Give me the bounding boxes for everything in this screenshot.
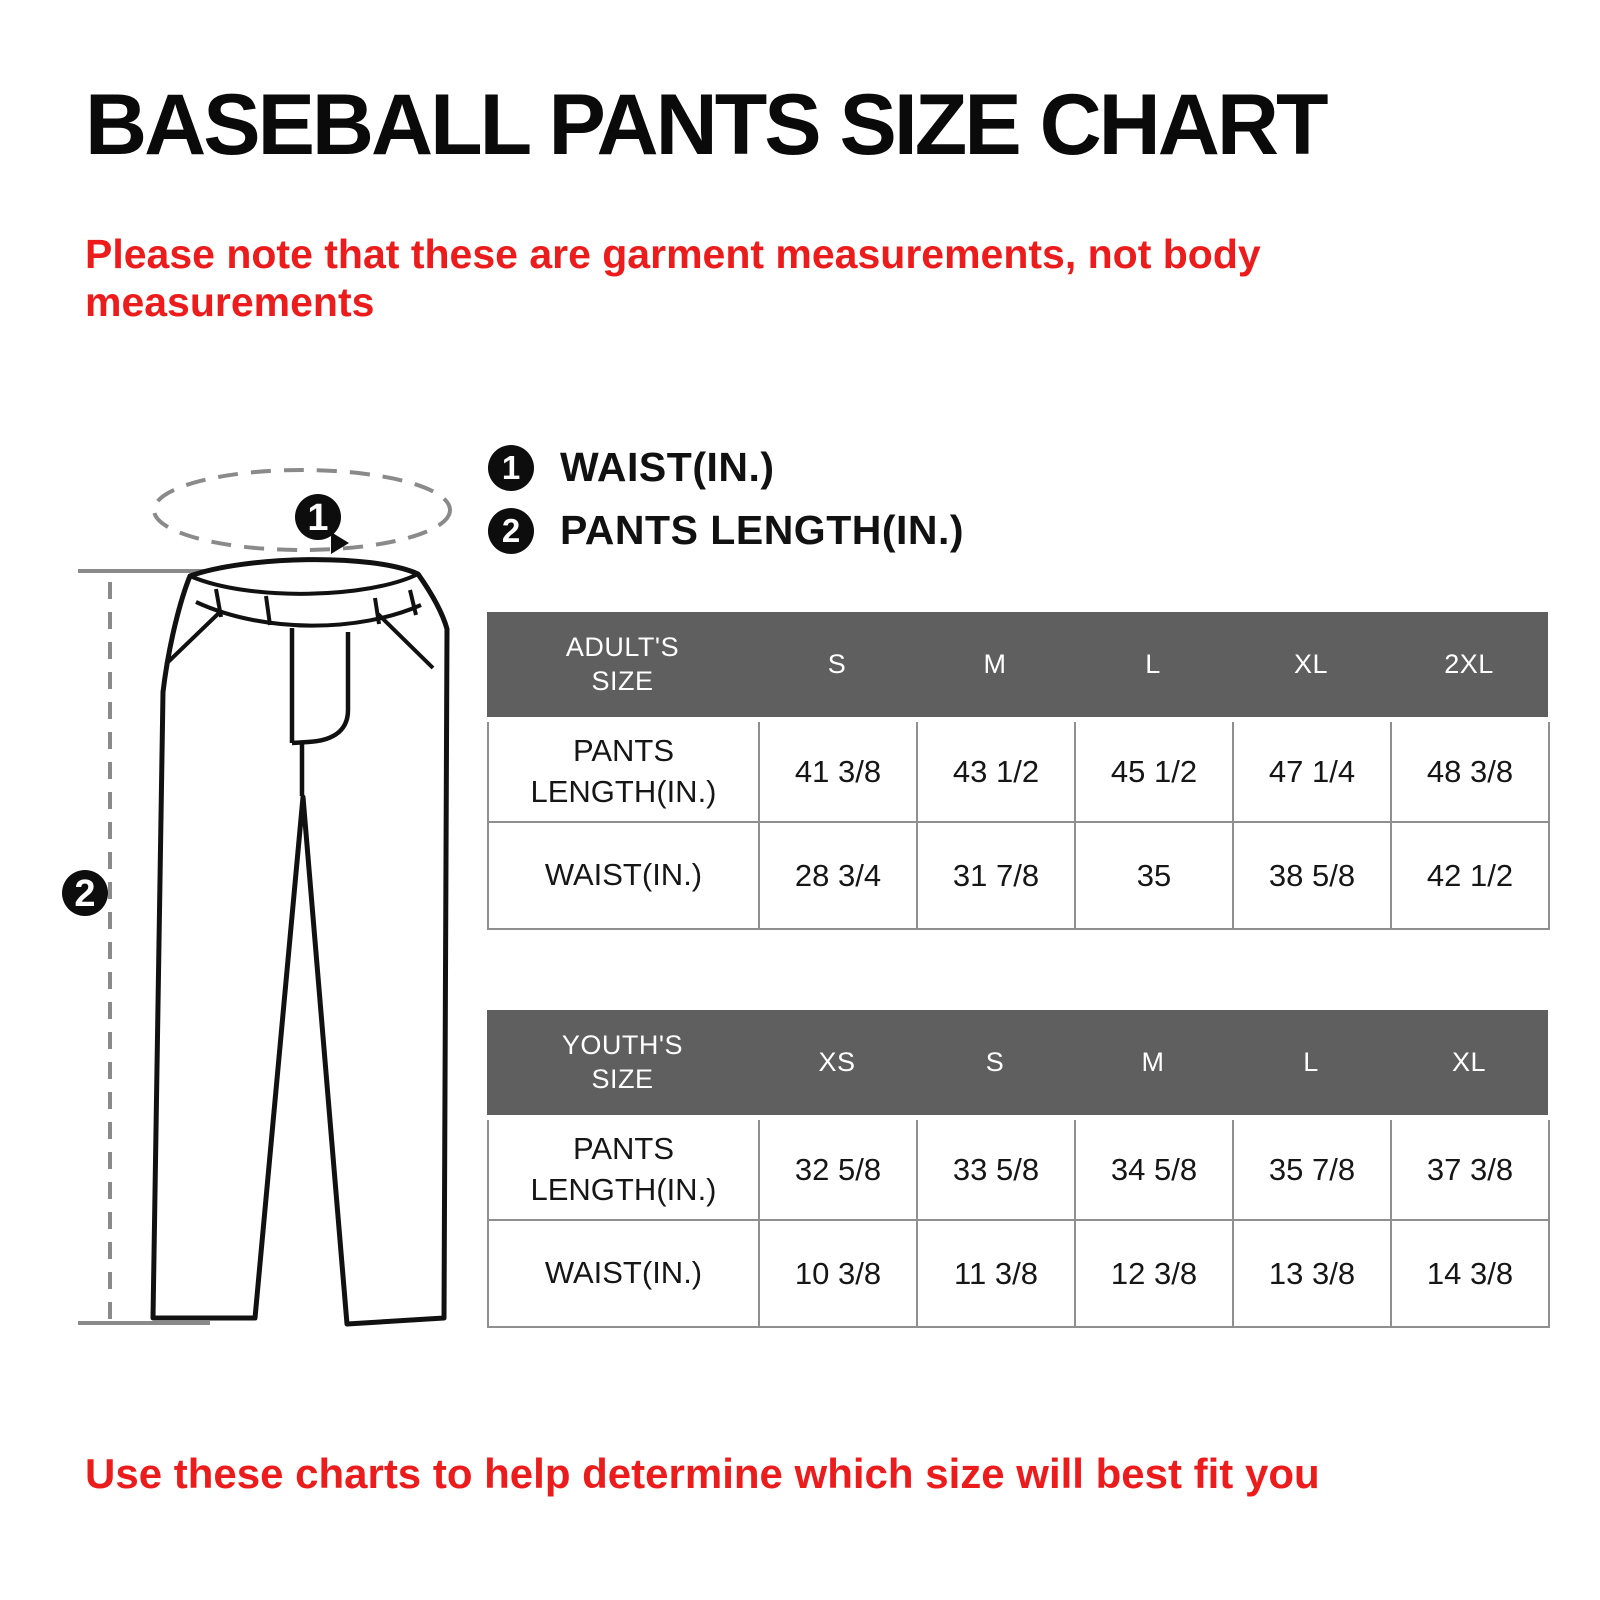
adult-pants-length-m: 43 1/2 bbox=[917, 722, 1075, 822]
youth-size-table-header bbox=[487, 1010, 1548, 1115]
adult-pants-length-l: 45 1/2 bbox=[1075, 722, 1233, 822]
adult-waist-l: 35 bbox=[1075, 822, 1233, 929]
fit-advice-note: Use these charts to help determine which size will best fit you bbox=[85, 1450, 1320, 1497]
youth-pants-length-label: PANTS LENGTH(IN.) bbox=[488, 1120, 759, 1220]
pants-diagram-svg bbox=[50, 440, 480, 1340]
youth-size-table bbox=[487, 1010, 1548, 1328]
youth-pants-length-xl: 37 3/8 bbox=[1391, 1120, 1549, 1220]
page-title: BASEBALL PANTS SIZE CHART bbox=[85, 77, 1326, 173]
youth-size-table-body bbox=[487, 1120, 1550, 1328]
youth-size-col-xs: XS bbox=[818, 1047, 856, 1077]
pants-diagram bbox=[50, 440, 480, 1340]
adult-pants-length-label: PANTS LENGTH(IN.) bbox=[488, 722, 759, 822]
youth-waist-label: WAIST(IN.) bbox=[488, 1220, 759, 1327]
waist-measure-arrow-icon bbox=[331, 532, 349, 554]
adult-pants-length-s: 41 3/8 bbox=[759, 722, 917, 822]
youth-size-col-m: M bbox=[1141, 1047, 1165, 1077]
adult-waist-s: 28 3/4 bbox=[759, 822, 917, 929]
adult-waist-label: WAIST(IN.) bbox=[488, 822, 759, 929]
youth-size-col-xl: XL bbox=[1451, 1047, 1487, 1077]
youth-pants-length-xs: 32 5/8 bbox=[759, 1120, 917, 1220]
youth-pants-length-s: 33 5/8 bbox=[917, 1120, 1075, 1220]
marker-2-number: 2 bbox=[74, 873, 96, 915]
table-row bbox=[488, 1220, 1549, 1327]
youth-waist-s: 11 3/8 bbox=[917, 1220, 1075, 1327]
table-row bbox=[488, 722, 1549, 822]
legend-1-label: WAIST(IN.) bbox=[560, 444, 775, 490]
marker-1-number: 1 bbox=[307, 497, 329, 539]
adult-size-table-header bbox=[487, 612, 1548, 717]
table-row bbox=[488, 1120, 1549, 1220]
youth-waist-xl: 14 3/8 bbox=[1391, 1220, 1549, 1327]
legend-2-label: PANTS LENGTH(IN.) bbox=[560, 507, 965, 553]
youth-corner-cell: YOUTH'S SIZE bbox=[561, 1029, 684, 1094]
adult-size-col-2xl: 2XL bbox=[1444, 649, 1494, 679]
table-row bbox=[488, 822, 1549, 929]
adult-pants-length-2xl: 48 3/8 bbox=[1391, 722, 1549, 822]
youth-waist-l: 13 3/8 bbox=[1233, 1220, 1391, 1327]
adult-size-table-body bbox=[487, 722, 1550, 930]
adult-size-col-s: S bbox=[827, 649, 847, 679]
youth-waist-xs: 10 3/8 bbox=[759, 1220, 917, 1327]
adult-size-col-m: M bbox=[983, 649, 1007, 679]
garment-measurement-note: Please note that these are garment measurements, not body measurements bbox=[85, 231, 1261, 326]
pants-outline bbox=[153, 560, 447, 1324]
legend-item-pants-length bbox=[488, 507, 964, 554]
adult-corner-cell: ADULT'S SIZE bbox=[565, 631, 680, 696]
adult-size-col-l: L bbox=[1145, 649, 1161, 679]
youth-pants-length-l: 35 7/8 bbox=[1233, 1120, 1391, 1220]
legend-2-badge: 2 bbox=[488, 508, 534, 554]
youth-pants-length-m: 34 5/8 bbox=[1075, 1120, 1233, 1220]
adult-pants-length-xl: 47 1/4 bbox=[1233, 722, 1391, 822]
legend-1-badge: 1 bbox=[488, 445, 534, 491]
youth-size-col-s: S bbox=[985, 1047, 1005, 1077]
adult-waist-m: 31 7/8 bbox=[917, 822, 1075, 929]
adult-waist-2xl: 42 1/2 bbox=[1391, 822, 1549, 929]
youth-size-col-l: L bbox=[1303, 1047, 1319, 1077]
legend-item-waist bbox=[488, 444, 964, 491]
measurement-legend bbox=[488, 444, 964, 554]
youth-waist-m: 12 3/8 bbox=[1075, 1220, 1233, 1327]
adult-waist-xl: 38 5/8 bbox=[1233, 822, 1391, 929]
adult-size-col-xl: XL bbox=[1293, 649, 1329, 679]
adult-size-table bbox=[487, 612, 1548, 930]
